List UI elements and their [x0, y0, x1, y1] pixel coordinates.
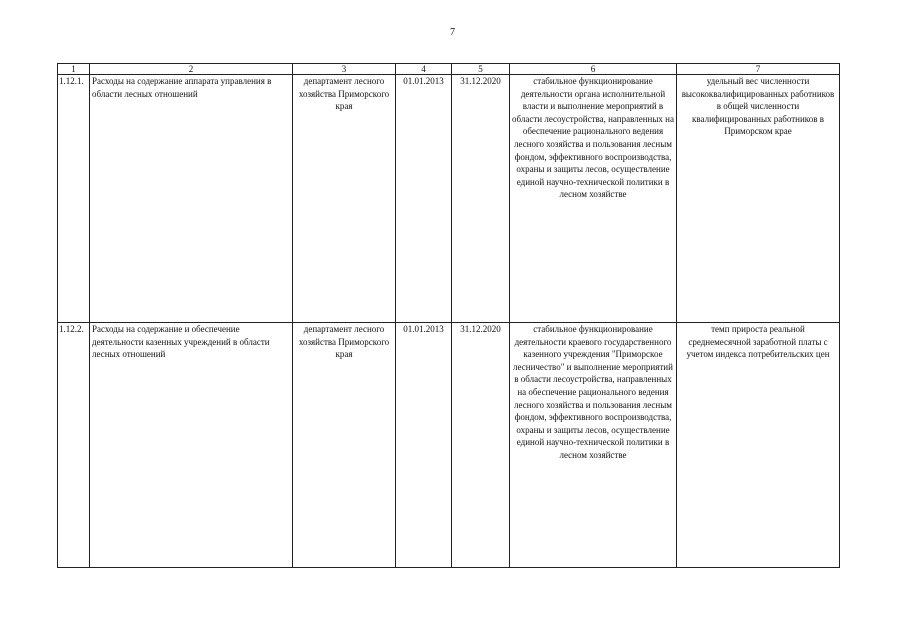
column-number-row — [58, 64, 840, 75]
row-number: 1.12.1. — [58, 75, 90, 323]
measure-name: Расходы на содержание аппарата управления в области лесных отношений — [90, 75, 293, 323]
column-header-1: 1 — [58, 64, 90, 75]
column-header-5: 5 — [452, 64, 510, 75]
target-indicator: удельный вес численности высококвалифицированных работников в общей численности квалифицированных работников в Приморском крае — [677, 75, 840, 323]
start-date: 01.01.2013 — [396, 323, 452, 568]
expected-result: стабильное функционирование деятельности краевого государственного казенного учреждения "Приморское лесничество" и выполнение мероприятий в области лесоустройства, направленных на обеспечение рационального ведения лесного хозяйства и пользования лесным фондом, эффективного воспроизводства, охраны и защиты лесов, осуществление единой научно-технической политики в лесном хозяйстве — [510, 323, 677, 568]
expected-result: стабильное функционирование деятельности органа исполнительной власти и выполнение мероприятий в области лесоустройства, направленных на обеспечение рационального ведения лесного хозяйства и пользования лесным фондом, эффективного воспроизводства, охраны и защиты лесов, осуществление единой научно-технической политики в лесном хозяйстве — [510, 75, 677, 323]
page-number: 7 — [450, 27, 455, 38]
column-header-2: 2 — [90, 64, 293, 75]
table-row — [58, 75, 840, 323]
target-indicator: темп прироста реальной среднемесячной заработной платы с учетом индекса потребительских цен — [677, 323, 840, 568]
column-header-7: 7 — [677, 64, 840, 75]
responsible-executor: департамент лесного хозяйства Приморского края — [293, 323, 396, 568]
start-date: 01.01.2013 — [396, 75, 452, 323]
column-header-6: 6 — [510, 64, 677, 75]
table-row — [58, 323, 840, 568]
end-date: 31.12.2020 — [452, 323, 510, 568]
column-header-3: 3 — [293, 64, 396, 75]
column-header-4: 4 — [396, 64, 452, 75]
row-number: 1.12.2. — [58, 323, 90, 568]
end-date: 31.12.2020 — [452, 75, 510, 323]
program-measures-table — [57, 63, 840, 568]
measure-name: Расходы на содержание и обеспечение деятельности казенных учреждений в области лесных отношений — [90, 323, 293, 568]
responsible-executor: департамент лесного хозяйства Приморского края — [293, 75, 396, 323]
